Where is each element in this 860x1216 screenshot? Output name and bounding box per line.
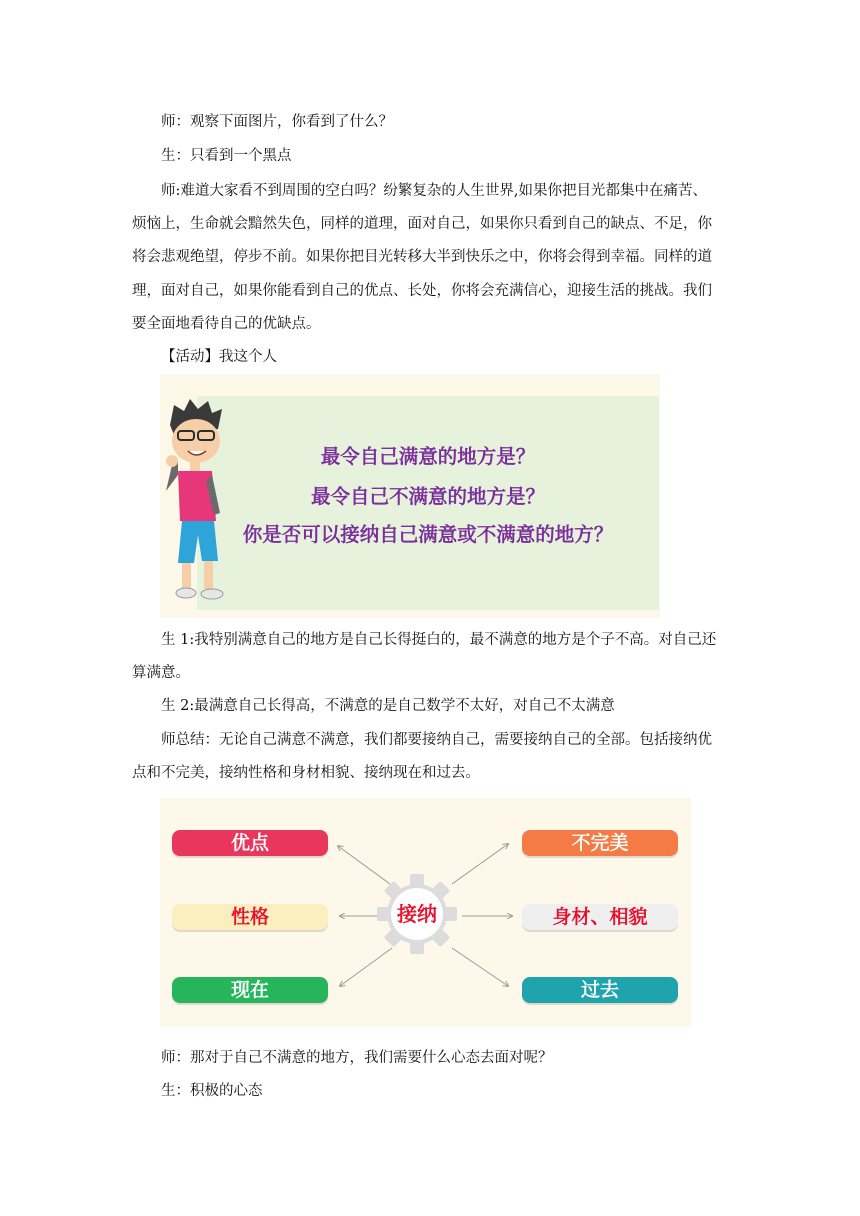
text-line: 生 1:我特别满意自己的地方是自己长得挺白的，最不满意的地方是个子不高。对自己还	[161, 632, 717, 648]
accept-center-label: 接纳	[397, 902, 437, 926]
text-line: 点和不完美，接纳性格和身材相貌、接纳现在和过去。	[132, 765, 480, 781]
text-line: 要全面地看待自己的优缺点。	[132, 316, 321, 332]
text-line: 生：只看到一个黑点	[161, 148, 292, 164]
text-line: 生：积极的心态	[161, 1083, 263, 1099]
pill-xianzai: 现在	[172, 977, 328, 1003]
text-line: 师：观察下面图片，你看到了什么？	[161, 114, 393, 130]
activity-question-1: 最令自己满意的地方是？	[320, 445, 536, 468]
text-line: 理，面对自己，如果你能看到自己的优点、长处，你将会充满信心，迎接生活的挑战。我们	[132, 283, 712, 299]
text-line: 师:难道大家看不到周围的空白吗？纷繁复杂的人生世界,如果你把目光都集中在痛苦、	[161, 183, 707, 199]
text-line: 将会悲观绝望，停步不前。如果你把目光转移大半到快乐之中，你将会得到幸福。同样的道	[132, 249, 712, 265]
pill-shencai-xiangmao: 身材、相貌	[522, 904, 678, 930]
text-line: 算满意。	[132, 665, 190, 681]
section-heading: 【活动】我这个人	[161, 349, 277, 365]
text-line: 烦恼上，生命就会黯然失色，同样的道理，面对自己，如果你只看到自己的缺点、不足，你	[132, 216, 712, 232]
pill-xingge: 性格	[172, 904, 328, 930]
activity-question-3: 你是否可以接纳自己满意或不满意的地方？	[242, 523, 614, 546]
pill-youdian: 优点	[172, 830, 328, 856]
text-line: 师：那对于自己不满意的地方，我们需要什么心态去面对呢？	[161, 1050, 553, 1066]
activity-question-2: 最令自己不满意的地方是？	[310, 485, 545, 508]
pill-guoqu: 过去	[522, 977, 678, 1003]
pill-buwanmei: 不完美	[522, 830, 678, 856]
text-line: 师总结：无论自己满意不满意，我们都要接纳自己，需要接纳自己的全部。包括接纳优	[161, 732, 712, 748]
text-line: 生 2:最满意自己长得高，不满意的是自己数学不太好，对自己不太满意	[161, 698, 615, 714]
